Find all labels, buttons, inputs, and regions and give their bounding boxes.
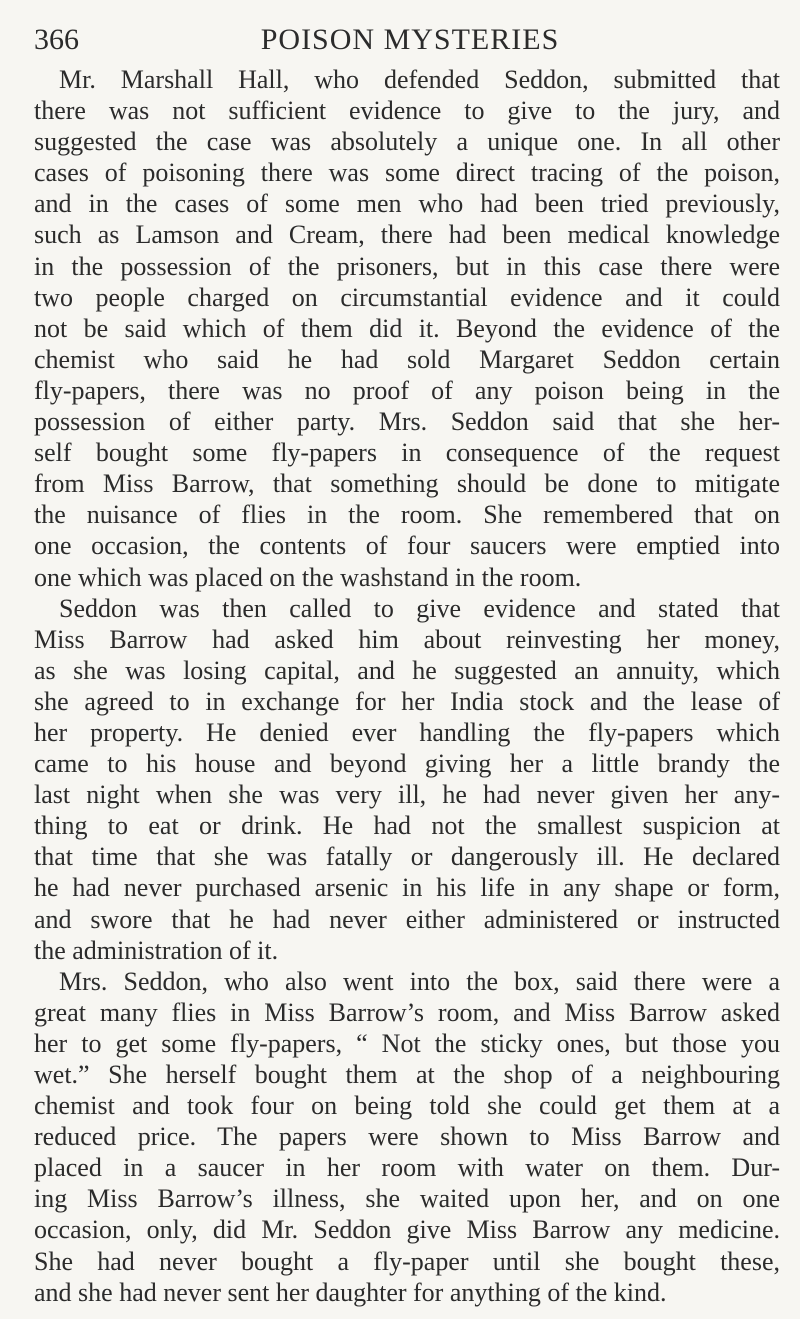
text-line: occasion, only, did Mr. Seddon give Miss Barrow any medicine. xyxy=(34,1215,780,1245)
running-head xyxy=(34,20,766,60)
text-line: her to get some fly-papers, “ Not the sticky ones, but those you xyxy=(34,1028,780,1058)
text-line: in the possession of the prisoners, but in this case there were xyxy=(34,251,780,281)
text-line: ing Miss Barrow’s illness, she waited upon her, and on one xyxy=(34,1184,780,1214)
text-line: fly-papers, there was no proof of any poison being in the xyxy=(34,375,780,405)
text-line: Seddon was then called to give evidence and stated that xyxy=(59,593,780,623)
text-line: from Miss Barrow, that something should be done to mitigate xyxy=(34,469,780,499)
text-line: great many flies in Miss Barrow’s room, and Miss Barrow asked xyxy=(34,997,780,1027)
text-line: one which was placed on the washstand in the room. xyxy=(34,562,582,592)
text-line: cases of poisoning there was some direct tracing of the poison, xyxy=(34,158,780,188)
text-line: She had never bought a fly-paper until she bought these, xyxy=(34,1246,780,1276)
text-line: her property. He denied ever handling the fly-papers which xyxy=(34,717,780,747)
text-line: reduced price. The papers were shown to Miss Barrow and xyxy=(34,1122,780,1152)
text-line: Mrs. Seddon, who also went into the box, said there were a xyxy=(59,966,780,996)
text-line: that time that she was fatally or dangerously ill. He declared xyxy=(34,842,780,872)
text-line: the nuisance of flies in the room. She remembered that on xyxy=(34,500,780,530)
text-line: and in the cases of some men who had been tried previously, xyxy=(34,189,780,219)
text-line: placed in a saucer in her room with water on them. Dur- xyxy=(34,1153,780,1183)
text-line: possession of either party. Mrs. Seddon said that she her- xyxy=(34,407,780,437)
text-line: thing to eat or drink. He had not the smallest suspicion at xyxy=(34,811,780,841)
text-line: and swore that he had never either administered or instructed xyxy=(34,904,780,934)
text-line: such as Lamson and Cream, there had been medical knowledge xyxy=(34,220,780,250)
text-line: Mr. Marshall Hall, who defended Seddon, submitted that xyxy=(59,65,780,94)
running-title: POISON MYSTERIES xyxy=(260,23,560,56)
text-line: last night when she was very ill, he had never given her any- xyxy=(34,780,780,810)
text-line: wet.” She herself bought them at the shop of a neighbouring xyxy=(34,1060,780,1089)
text-line: there was not sufficient evidence to give to the jury, and xyxy=(34,96,780,126)
text-line: came to his house and beyond giving her a little brandy the xyxy=(34,749,780,779)
text-line: one occasion, the contents of four saucers were emptied into xyxy=(34,531,780,561)
text-line: Miss Barrow had asked him about reinvesting her money, xyxy=(34,624,780,654)
text-line: he had never purchased arsenic in his life in any shape or form, xyxy=(34,873,780,903)
text-line: the administration of it. xyxy=(34,935,279,965)
body-text xyxy=(34,64,780,1308)
text-line: chemist and took four on being told she could get them at a xyxy=(34,1091,780,1121)
text-line: suggested the case was absolutely a unique one. In all other xyxy=(34,127,780,157)
page-number: 366 xyxy=(34,23,79,56)
text-line: chemist who said he had sold Margaret Seddon certain xyxy=(34,344,780,374)
text-line: and she had never sent her daughter for anything of the kind. xyxy=(34,1277,667,1307)
text-line: two people charged on circumstantial evidence and it could xyxy=(34,282,780,312)
text-line: self bought some fly-papers in consequence of the request xyxy=(34,438,780,468)
text-line: she agreed to in exchange for her India stock and the lease of xyxy=(34,686,780,716)
text-line: as she was losing capital, and he suggested an annuity, which xyxy=(34,655,780,685)
text-line: not be said which of them did it. Beyond the evidence of the xyxy=(34,313,780,343)
